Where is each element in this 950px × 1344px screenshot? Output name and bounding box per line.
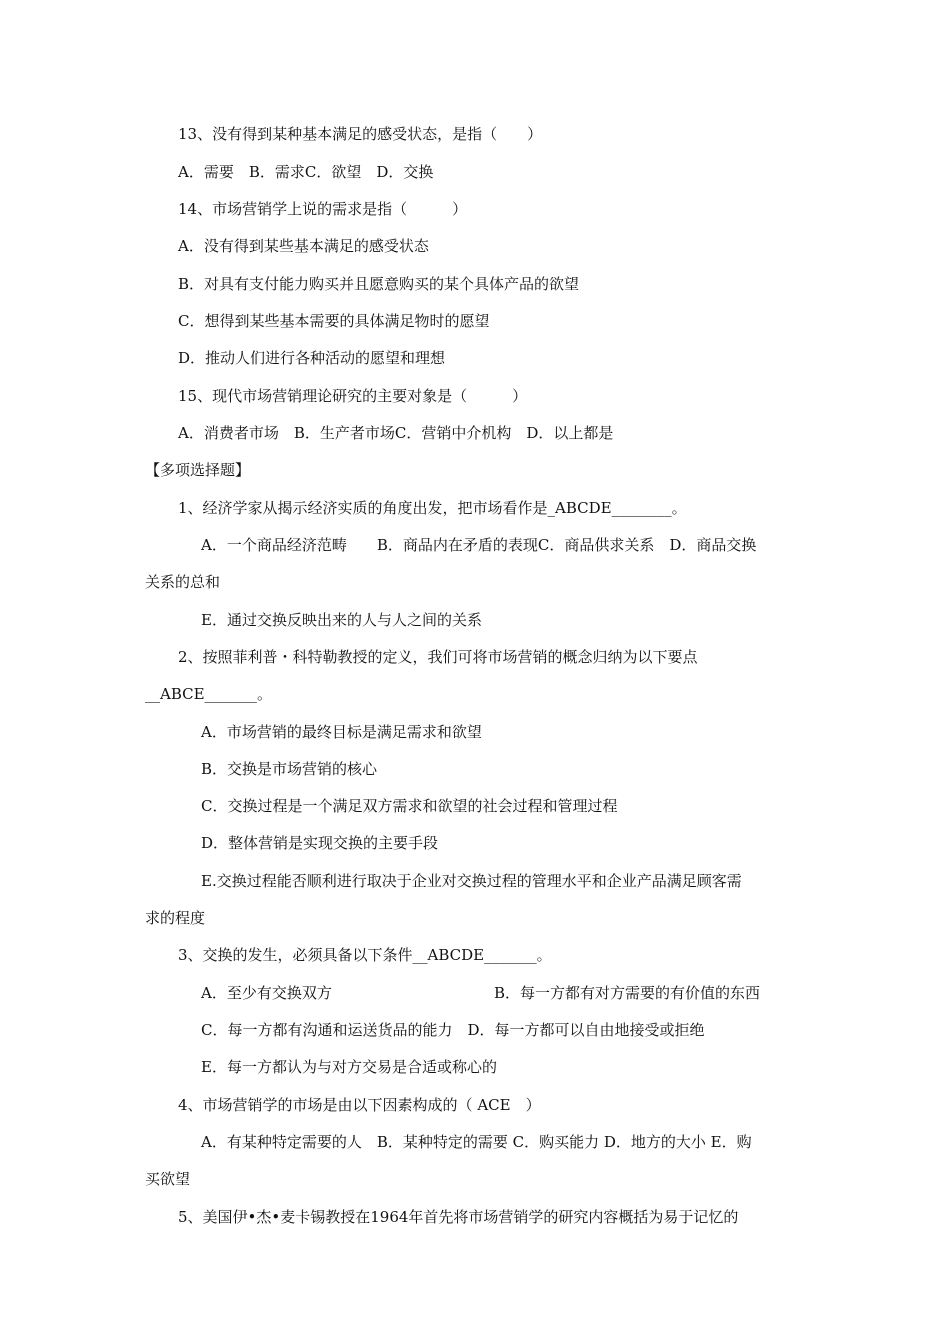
mc-question-2-option-e-cont: 求的程度 bbox=[145, 909, 206, 927]
question-15-options: A．消费者市场 B．生产者市场C．营销中介机构 D．以上都是 bbox=[178, 424, 614, 442]
question-14-option-d: D．推动人们进行各种活动的愿望和理想 bbox=[178, 349, 446, 367]
mc-question-2-option-b: B．交换是市场营销的核心 bbox=[201, 760, 378, 778]
mc-question-3-option-b: B．每一方都有对方需要的有价值的东西 bbox=[494, 984, 761, 1002]
question-15: 15、现代市场营销理论研究的主要对象是（ ） bbox=[178, 387, 528, 405]
mc-question-3-option-e: E．每一方都认为与对方交易是合适或称心的 bbox=[201, 1058, 497, 1076]
section-heading-multiple-choice: 【多项选择题】 bbox=[145, 461, 251, 479]
mc-question-2-option-c: C．交换过程是一个满足双方需求和欲望的社会过程和管理过程 bbox=[201, 797, 618, 815]
mc-question-3: 3、交换的发生，必须具备以下条件__ABCDE_______。 bbox=[178, 946, 552, 964]
mc-question-2-option-a: A．市场营销的最终目标是满足需求和欲望 bbox=[201, 723, 482, 741]
mc-question-2-answer: __ABCE_______。 bbox=[145, 685, 273, 703]
mc-question-5: 5、美国伊•杰•麦卡锡教授在1964年首先将市场营销学的研究内容概括为易于记忆的 bbox=[178, 1208, 739, 1226]
mc-question-4-options-cont: 买欲望 bbox=[145, 1170, 191, 1188]
question-14-option-c: C．想得到某些基本需要的具体满足物时的愿望 bbox=[178, 312, 490, 330]
mc-question-2: 2、按照菲利普・科特勒教授的定义，我们可将市场营销的概念归纳为以下要点 bbox=[178, 648, 698, 666]
mc-question-4-options: A．有某种特定需要的人 B．某种特定的需要 C．购买能力 D．地方的大小 E．购 bbox=[201, 1133, 752, 1151]
mc-question-1-options-cont: 关系的总和 bbox=[145, 573, 221, 591]
mc-question-4: 4、市场营销学的市场是由以下因素构成的（ ACE ） bbox=[178, 1096, 541, 1114]
mc-question-3-option-a: A．至少有交换双方 bbox=[201, 984, 332, 1002]
mc-question-1-options: A．一个商品经济范畴 B．商品内在矛盾的表现C．商品供求关系 D．商品交换 bbox=[201, 536, 757, 554]
question-14: 14、市场营销学上说的需求是指（ ） bbox=[178, 200, 468, 218]
mc-question-3-options-cd: C．每一方都有沟通和运送货品的能力 D．每一方都可以自由地接受或拒绝 bbox=[201, 1021, 705, 1039]
mc-question-2-option-d: D．整体营销是实现交换的主要手段 bbox=[201, 834, 439, 852]
question-14-option-a: A．没有得到某些基本满足的感受状态 bbox=[178, 237, 429, 255]
mc-question-1: 1、经济学家从揭示经济实质的角度出发，把市场看作是_ABCDE________。 bbox=[178, 499, 687, 517]
question-13: 13、没有得到某种基本满足的感受状态，是指（ ） bbox=[178, 125, 543, 143]
question-13-options: A．需要 B．需求C．欲望 D．交换 bbox=[178, 163, 434, 181]
mc-question-2-option-e: E.交换过程能否顺利进行取决于企业对交换过程的管理水平和企业产品满足顾客需 bbox=[201, 872, 742, 890]
mc-question-1-option-e: E．通过交换反映出来的人与人之间的关系 bbox=[201, 611, 482, 629]
question-14-option-b: B．对具有支付能力购买并且愿意购买的某个具体产品的欲望 bbox=[178, 275, 580, 293]
